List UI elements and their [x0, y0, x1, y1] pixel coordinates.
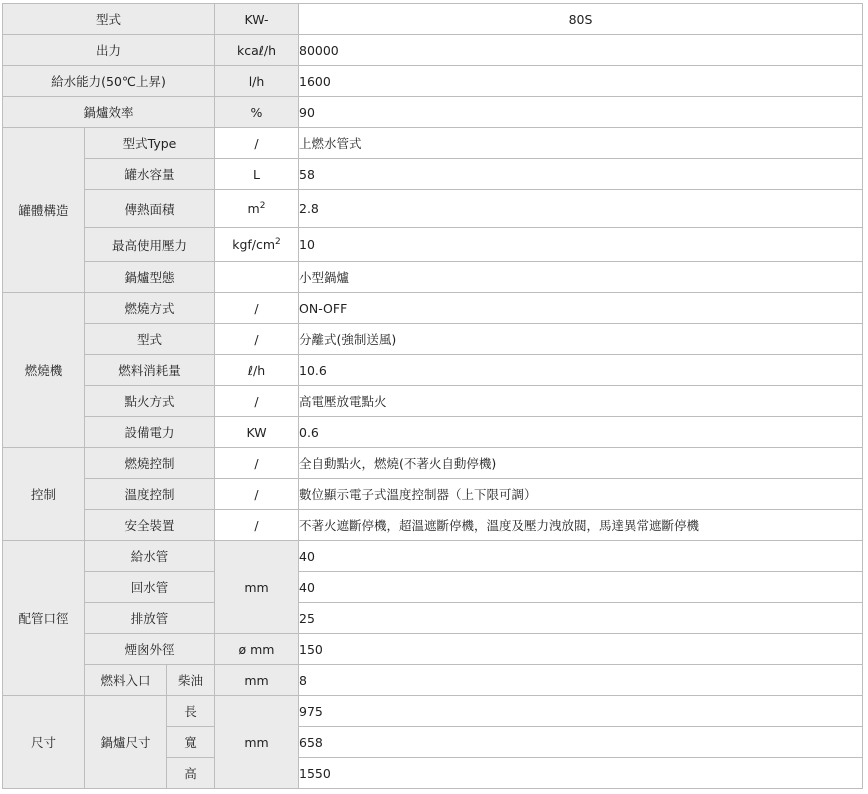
dimensions-sub-group-label: 鍋爐尺寸	[85, 696, 167, 789]
width-value: 658	[299, 727, 863, 758]
row-return-pipe	[3, 572, 863, 603]
temperature-control-label: 溫度控制	[85, 479, 215, 510]
fuel-inlet-sub: 柴油	[167, 665, 215, 696]
model-label: 型式	[3, 4, 215, 35]
fuel-consumption-value: 10.6	[299, 355, 863, 386]
combustion-control-unit: /	[215, 448, 299, 479]
row-water-supply	[3, 66, 863, 97]
capacity-value: 58	[299, 159, 863, 190]
drain-pipe-label: 排放管	[85, 603, 215, 634]
chimney-value: 150	[299, 634, 863, 665]
length-value: 975	[299, 696, 863, 727]
row-model	[3, 4, 863, 35]
heat-area-unit: m	[247, 201, 260, 216]
form-unit	[215, 262, 299, 293]
row-ignition	[3, 386, 863, 417]
safety-value: 不著火遮斷停機，超溫遮斷停機，溫度及壓力洩放閥，馬達異常遮斷停機	[299, 510, 863, 541]
water-supply-value: 1600	[299, 66, 863, 97]
row-power	[3, 417, 863, 448]
fuel-consumption-unit: ℓ/h	[215, 355, 299, 386]
pressure-unit-cell	[215, 228, 299, 262]
row-temperature-control	[3, 479, 863, 510]
drain-pipe-value: 25	[299, 603, 863, 634]
power-unit: KW	[215, 417, 299, 448]
ignition-label: 點火方式	[85, 386, 215, 417]
water-supply-label: 給水能力(50℃上昇)	[3, 66, 215, 97]
supply-pipe-label: 給水管	[85, 541, 215, 572]
efficiency-label: 鍋爐效率	[3, 97, 215, 128]
row-fuel-inlet	[3, 665, 863, 696]
row-burner-method	[3, 293, 863, 324]
burner-type-unit: /	[215, 324, 299, 355]
chimney-label: 煙囪外徑	[85, 634, 215, 665]
temperature-control-value: 數位顯示電子式溫度控制器（上下限可調）	[299, 479, 863, 510]
chimney-unit: ø mm	[215, 634, 299, 665]
output-unit: kcaℓ/h	[215, 35, 299, 66]
fuel-inlet-value: 8	[299, 665, 863, 696]
power-label: 設備電力	[85, 417, 215, 448]
row-supply-pipe	[3, 541, 863, 572]
height-label: 高	[167, 758, 215, 789]
row-heat-area	[3, 190, 863, 228]
row-capacity	[3, 159, 863, 190]
structure-type-unit: /	[215, 128, 299, 159]
row-safety	[3, 510, 863, 541]
row-drain-pipe	[3, 603, 863, 634]
row-efficiency	[3, 97, 863, 128]
burner-type-value: 分離式(強制送風)	[299, 324, 863, 355]
burner-type-label: 型式	[85, 324, 215, 355]
row-chimney	[3, 634, 863, 665]
temperature-control-unit: /	[215, 479, 299, 510]
pressure-value: 10	[299, 228, 863, 262]
heat-area-unit-cell	[215, 190, 299, 228]
model-value: 80S	[299, 4, 863, 35]
combustion-control-label: 燃燒控制	[85, 448, 215, 479]
dimensions-unit: mm	[215, 696, 299, 789]
supply-pipe-value: 40	[299, 541, 863, 572]
row-form	[3, 262, 863, 293]
fuel-inlet-label: 燃料入口	[85, 665, 167, 696]
structure-type-value: 上燃水管式	[299, 128, 863, 159]
capacity-label: 罐水容量	[85, 159, 215, 190]
burner-group-label: 燃燒機	[3, 293, 85, 448]
output-value: 80000	[299, 35, 863, 66]
output-label: 出力	[3, 35, 215, 66]
efficiency-unit: %	[215, 97, 299, 128]
fuel-consumption-label: 燃料消耗量	[85, 355, 215, 386]
dimensions-group-label: 尺寸	[3, 696, 85, 789]
row-structure-type	[3, 128, 863, 159]
efficiency-value: 90	[299, 97, 863, 128]
safety-label: 安全裝置	[85, 510, 215, 541]
width-label: 寬	[167, 727, 215, 758]
row-pressure	[3, 228, 863, 262]
piping-unit: mm	[215, 541, 299, 634]
burner-method-value: ON-OFF	[299, 293, 863, 324]
heat-area-label: 傳熱面積	[85, 190, 215, 228]
structure-group-label: 罐體構造	[3, 128, 85, 293]
heat-area-unit-sup: 2	[259, 200, 266, 211]
control-group-label: 控制	[3, 448, 85, 541]
pressure-unit: kgf/cm	[232, 237, 276, 252]
power-value: 0.6	[299, 417, 863, 448]
structure-type-label: 型式Type	[85, 128, 215, 159]
row-fuel-consumption	[3, 355, 863, 386]
capacity-unit: L	[215, 159, 299, 190]
fuel-inlet-unit: mm	[215, 665, 299, 696]
return-pipe-label: 回水管	[85, 572, 215, 603]
height-value: 1550	[299, 758, 863, 789]
burner-method-label: 燃燒方式	[85, 293, 215, 324]
pressure-unit-sup: 2	[275, 236, 281, 247]
burner-method-unit: /	[215, 293, 299, 324]
row-length	[3, 696, 863, 727]
pressure-label: 最高使用壓力	[85, 228, 215, 262]
ignition-value: 高電壓放電點火	[299, 386, 863, 417]
form-value: 小型鍋爐	[299, 262, 863, 293]
row-combustion-control	[3, 448, 863, 479]
heat-area-value: 2.8	[299, 190, 863, 228]
return-pipe-value: 40	[299, 572, 863, 603]
model-unit: KW-	[215, 4, 299, 35]
form-label: 鍋爐型態	[85, 262, 215, 293]
water-supply-unit: l/h	[215, 66, 299, 97]
safety-unit: /	[215, 510, 299, 541]
length-label: 長	[167, 696, 215, 727]
piping-group-label: 配管口徑	[3, 541, 85, 696]
row-burner-type	[3, 324, 863, 355]
spec-table	[2, 3, 863, 789]
row-output	[3, 35, 863, 66]
combustion-control-value: 全自動點火，燃燒(不著火自動停機)	[299, 448, 863, 479]
ignition-unit: /	[215, 386, 299, 417]
